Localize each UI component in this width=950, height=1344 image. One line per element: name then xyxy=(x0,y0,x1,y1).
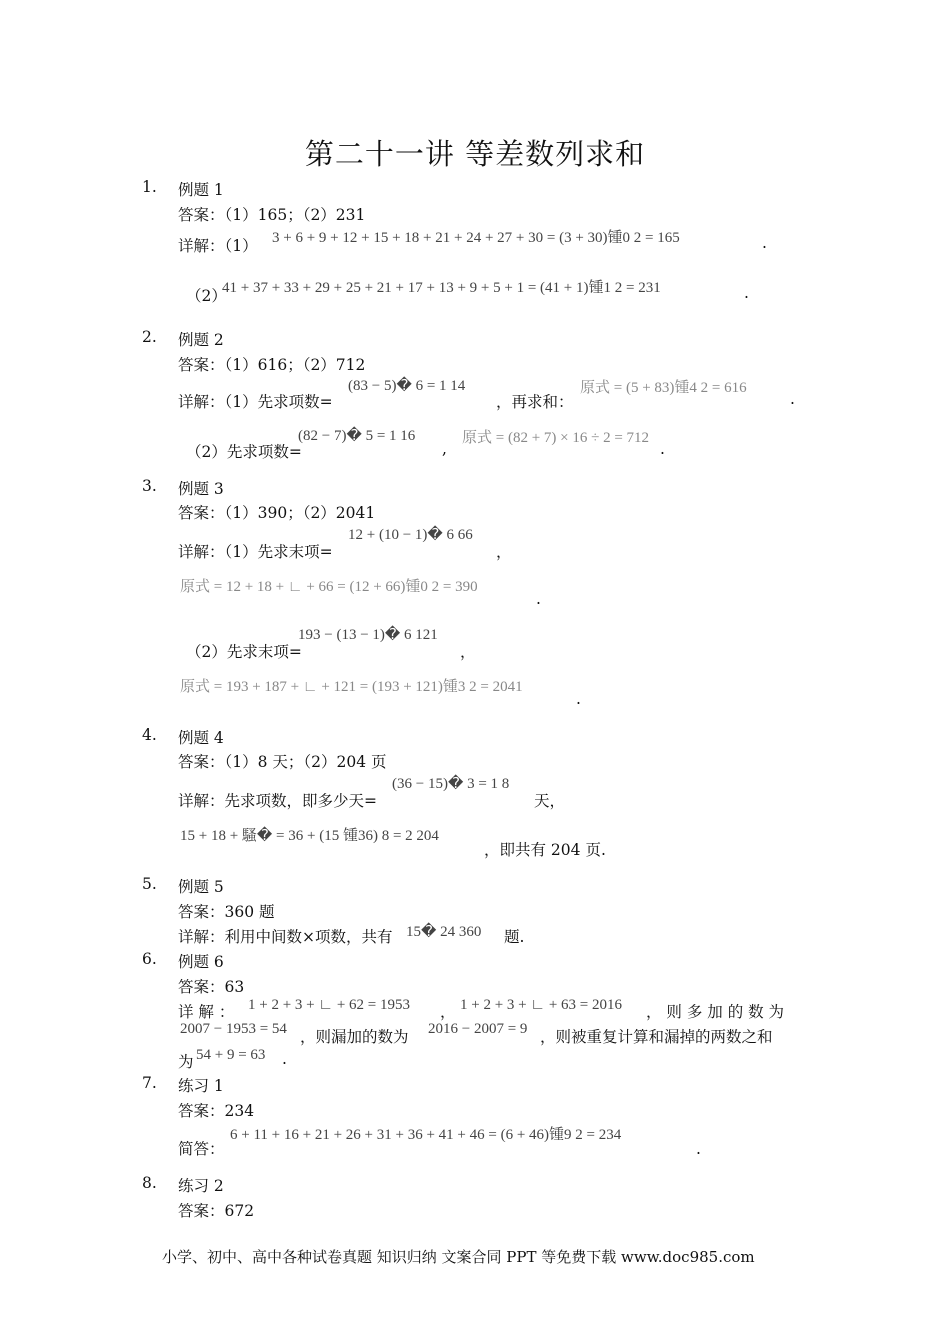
answer-line: 答案：（1）390；（2）2041 xyxy=(178,504,376,522)
formula: (82 − 7)� 5 = 1 16 xyxy=(298,428,416,444)
text: 天， xyxy=(534,792,566,810)
period: . xyxy=(696,1140,701,1158)
period: . xyxy=(282,1050,287,1068)
comma: , xyxy=(442,440,447,458)
comma: ， xyxy=(460,643,476,661)
item-number: 5. xyxy=(142,875,157,893)
sub-label: （2）先求末项= xyxy=(186,643,302,661)
detail-label: 简答： xyxy=(178,1140,225,1158)
formula: 1 + 2 + 3 + ∟ + 63 = 2016 xyxy=(460,997,622,1013)
item-number: 3. xyxy=(142,477,157,495)
period: . xyxy=(660,440,665,458)
formula: 15� 24 360 xyxy=(406,924,482,940)
text: 为 xyxy=(178,1053,194,1071)
text: ，则漏加的数为 xyxy=(300,1028,409,1046)
item-number: 2. xyxy=(142,328,157,346)
footer-text: 小学、初中、高中各种试卷真题 知识归纳 文案合同 PPT 等免费下载 www.doc985.com xyxy=(162,1248,755,1266)
formula: 15 + 18 + 騷� = 36 + (15 锺36) 8 = 2 204 xyxy=(180,828,439,844)
item-heading: 练习 1 xyxy=(178,1077,224,1095)
item-heading: 例题 5 xyxy=(178,878,224,896)
formula: (83 − 5)� 6 = 1 14 xyxy=(348,378,466,394)
formula: 1 + 2 + 3 + ∟ + 62 = 1953 xyxy=(248,997,410,1013)
answer-line: 答案：234 xyxy=(178,1102,255,1120)
formula: 6 + 11 + 16 + 21 + 26 + 31 + 36 + 41 + 46 = (6 + 46)锺9 2 = 234 xyxy=(230,1127,622,1143)
item-heading: 例题 4 xyxy=(178,729,224,747)
answer-line: 答案：（1）8 天；（2）204 页 xyxy=(178,753,387,771)
formula: (36 − 15)� 3 = 1 8 xyxy=(392,776,510,792)
answer-line: 答案：63 xyxy=(178,978,245,996)
sub-label: （2） xyxy=(186,287,227,305)
comma: ， xyxy=(496,543,512,561)
period: . xyxy=(576,690,581,708)
item-heading: 练习 2 xyxy=(178,1177,224,1195)
sub-label: （2）先求项数= xyxy=(186,443,302,461)
answer-line: 答案：（1）165；（2）231 xyxy=(178,206,366,224)
formula: 54 + 9 = 63 xyxy=(196,1047,266,1063)
answer-line: 答案：（1）616；（2）712 xyxy=(178,356,366,374)
item-heading: 例题 2 xyxy=(178,331,224,349)
item-number: 7. xyxy=(142,1074,157,1092)
text: 题. xyxy=(504,928,525,946)
formula: 原式 = 193 + 187 + ∟ + 121 = (193 + 121)锺3 2 = 2041 xyxy=(180,679,523,695)
text: ，再求和： xyxy=(496,393,574,411)
item-heading: 例题 6 xyxy=(178,953,224,971)
formula: 193 − (13 − 1)� 6 121 xyxy=(298,627,438,643)
item-heading: 例题 3 xyxy=(178,480,224,498)
detail-label: 详解：（1）先求末项= xyxy=(178,543,333,561)
item-heading: 例题 1 xyxy=(178,181,224,199)
period: . xyxy=(744,284,749,302)
formula: 2007 − 1953 = 54 xyxy=(180,1021,287,1037)
period: . xyxy=(536,590,541,608)
text: ，则被重复计算和漏掉的两数之和 xyxy=(540,1028,773,1046)
formula: 41 + 37 + 33 + 29 + 25 + 21 + 17 + 13 + 9 + 5 + 1 = (41 + 1)锺1 2 = 231 xyxy=(222,280,661,296)
period: . xyxy=(762,234,767,252)
page-title: 第二十一讲 等差数列求和 xyxy=(304,137,646,171)
detail-label: 详解：（1） xyxy=(178,237,258,255)
text: ， 则 多 加 的 数 为 xyxy=(646,1003,785,1021)
answer-line: 答案：672 xyxy=(178,1202,255,1220)
detail-label: 详 解 ： xyxy=(178,1003,235,1021)
item-number: 1. xyxy=(142,178,157,196)
detail-label: 详解：先求项数，即多少天= xyxy=(178,792,377,810)
period: . xyxy=(790,390,795,408)
formula: 原式 = 12 + 18 + ∟ + 66 = (12 + 66)锺0 2 = 390 xyxy=(180,579,478,595)
detail-label: 详解：（1）先求项数= xyxy=(178,393,333,411)
formula: 原式 = (82 + 7) × 16 ÷ 2 = 712 xyxy=(462,430,650,446)
formula: 原式 = (5 + 83)锺4 2 = 616 xyxy=(580,380,747,396)
item-number: 4. xyxy=(142,726,157,744)
item-number: 8. xyxy=(142,1174,157,1192)
item-number: 6. xyxy=(142,950,157,968)
formula: 2016 − 2007 = 9 xyxy=(428,1021,528,1037)
text: ，即共有 204 页. xyxy=(484,841,606,859)
formula: 12 + (10 − 1)� 6 66 xyxy=(348,527,473,543)
formula: 3 + 6 + 9 + 12 + 15 + 18 + 21 + 24 + 27 + 30 = (3 + 30)锺0 2 = 165 xyxy=(272,230,680,246)
answer-line: 答案：360 题 xyxy=(178,903,275,921)
detail-label: 详解：利用中间数×项数，共有 xyxy=(178,928,393,946)
comma: ， xyxy=(440,1003,456,1021)
